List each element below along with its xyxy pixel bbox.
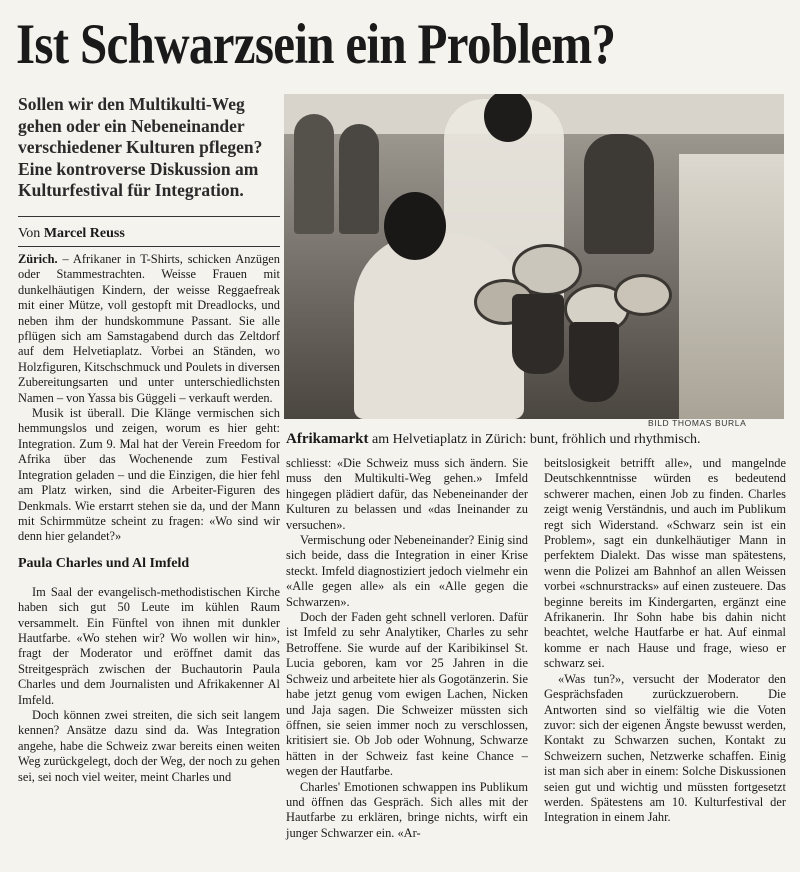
photo-drum: [614, 274, 672, 316]
paragraph: [18, 252, 280, 406]
paragraph: Musik ist überall. Die Klänge vermischen sich hemmungslos und zeigen, worum es hier geht: Integration. Zum 9. Mal hat der Verein Freedom for Afrika über das Wochenende zum Festival Integration geladen – und die Einzigen, die hier fehl am Platz wirken, sind die Arbeiter-Figuren des Denkmals. Wie erstarrt stehen sie da, und der Mann mit Schirmmütze scheint zu fragen: «Wo sind wir denn hier gelandet?»: [18, 406, 280, 544]
photo-seated-drummer: [354, 234, 524, 419]
author-name: Marcel Reuss: [43, 226, 125, 241]
photo-drum-body: [512, 294, 564, 374]
headline: Ist Schwarzsein ein Problem?: [16, 13, 616, 76]
column-3: [544, 456, 786, 826]
paragraph: Doch der Faden geht schnell verloren. Dafür ist Imfeld zu sehr Analytiker, Charles zu sehr Betroffene. Sie wurde auf der Karibikinsel St. Lucia geboren, kam vor 25 Jahren in die Schweiz und arbeitete hier als Gogotänzerin. Sie habe jetzt genug vom ewigen Lachen, Nicken und Jaja sagen. Die Schweizer müssten sich öffnen, sie seien immer noch zu verschlossen, kritisiert sie. Ob Job oder Wohnung, Schwarze hätten in der Schweiz fast keine Chance – wegen der Hautfarbe.: [286, 610, 528, 779]
byline-divider: [18, 246, 280, 247]
paragraph: Charles' Emotionen schwappen ins Publikum und öffnen das Gespräch. Sich alles mit der Hautfarbe zu erklären, bringe nichts, wirft ein junger Schwarzer ein. «Ar-: [286, 779, 528, 840]
column-2: [286, 456, 528, 841]
subheading: Paula Charles und Al Imfeld: [18, 555, 190, 571]
market-photo: [284, 94, 784, 419]
photo-credit: BILD THOMAS BURLA: [648, 418, 747, 428]
photo-right-figure: [679, 154, 784, 419]
paragraph-text: – Afrikaner in T-Shirts, schicken Anzügen oder Stammestrachten. Weisse Frauen mit dunkelhäutigen Kindern, der weisse Reggaefreak mit einer Mütze, voll gestopft mit Dreadlocks, und neben ihm der hundskommune Passant. Sie alle pflügen sich am Samstagabend durch das Zeltdorf auf dem Helvetiaplatz. Vorbei an Ständen, wo Holzfiguren, Kitschschmuck und Poulets in diversen Zubereitungsarten und unter unterschiedlichsten Namen – von Yassa bis Güggeli – verkauft werden.: [18, 252, 280, 405]
photo-drum-body: [569, 322, 619, 402]
column-1: [18, 252, 280, 785]
photo-drummer-head: [384, 192, 446, 260]
photo-background-people: [294, 114, 334, 234]
deck-divider: [18, 216, 280, 217]
article-deck: Sollen wir den Multikulti-Weg gehen oder ein Nebeneinander verschiedener Kulturen pflegen? Eine kontroverse Diskussion am Kulturfestival für Integration.: [18, 94, 263, 200]
caption-lead: Afrikamarkt: [286, 431, 369, 447]
paragraph: schliesst: «Die Schweiz muss sich ändern. Sie muss den Multikulti-Weg gehen.» Imfeld hingegen plädiert dafür, das Nebeneinander der Kulturen zu belassen und «das Ineinander zu versuchen».: [286, 456, 528, 532]
paragraph: Im Saal der evangelisch-methodistischen Kirche haben sich gut 50 Leute im kühlen Raum versammelt. Ein Fünftel von ihnen mit dunkler Hautfarbe. «Wo stehen wir? Wo wollen wir hin», fragt der Moderator und eröffnet damit das Streitgespräch zwischen der Buchautorin Paula Charles und dem Journalisten und Afrikakenner Al Imfeld.: [18, 584, 280, 707]
photo-background-people: [339, 124, 379, 234]
byline: [18, 226, 280, 242]
paragraph: «Was tun?», versucht der Moderator den Gesprächsfaden zurückzuerobern. Die Antworten sind so vielfältig wie die Voten zuvor: sich der eigenen Ängste bewusst werden, Kontakt zu Schwarzen suchen, Kontakt zu Schweizern suchen, Netzwerke schaffen. Einig ist man sich aber in einem: Solche Diskussionen seien gut und wichtig und müssten fortgesetzt werden. Spätestens am 10. Kulturfestival der Integration in einem Jahr.: [544, 671, 786, 825]
paragraph: Vermischung oder Nebeneinander? Einig sind sich beide, dass die Integration in einer Krise steckt. Imfeld diagnostiziert jedoch vielmehr ein «Alle gegen alle» als ein «Alle gegen die Schwarzen».: [286, 533, 528, 609]
dateline: Zürich.: [18, 252, 58, 266]
byline-prefix: Von: [18, 226, 41, 241]
caption-text: am Helvetiaplatz in Zürich: bunt, fröhlich und rhythmisch.: [368, 432, 701, 447]
paragraph: Doch können zwei streiten, die sich seit langem kennen? Ansätze dazu sind da. Was Integration angehe, habe die Schweiz zwar bereits einen weiten Weg zurückgelegt, doch der Weg, der noch zu gehen sei, sei noch viel weiter, meint Charles und: [18, 707, 280, 784]
photo-background-people: [584, 134, 654, 254]
paragraph: beitslosigkeit betrifft alle», und mangelnde Deutschkenntnisse würden es bedeutend schwerer machen, einen Job zu finden. Charles zeigt wenig Verständnis, und auch im Publikum regt sich Widerstand. «Schwarz sein ist ein Problem», sagt ein dunkelhäutiger Mann in perfektem Dialekt. Das wisse man spätestens, wenn die Polizei am Bahnhof an allen Weissen vorbei «schnurstracks» auf einen zusteuere. Das beginne bereits im Kindergarten, ergänzt eine Afrikanerin. Ihr Sohn habe bis dahin nicht beachtet, welche Hautfarbe er hat. Auf einmal komme er nach Hause und frage, wieso er schwarz sei.: [544, 456, 786, 671]
photo-caption: [286, 430, 786, 449]
